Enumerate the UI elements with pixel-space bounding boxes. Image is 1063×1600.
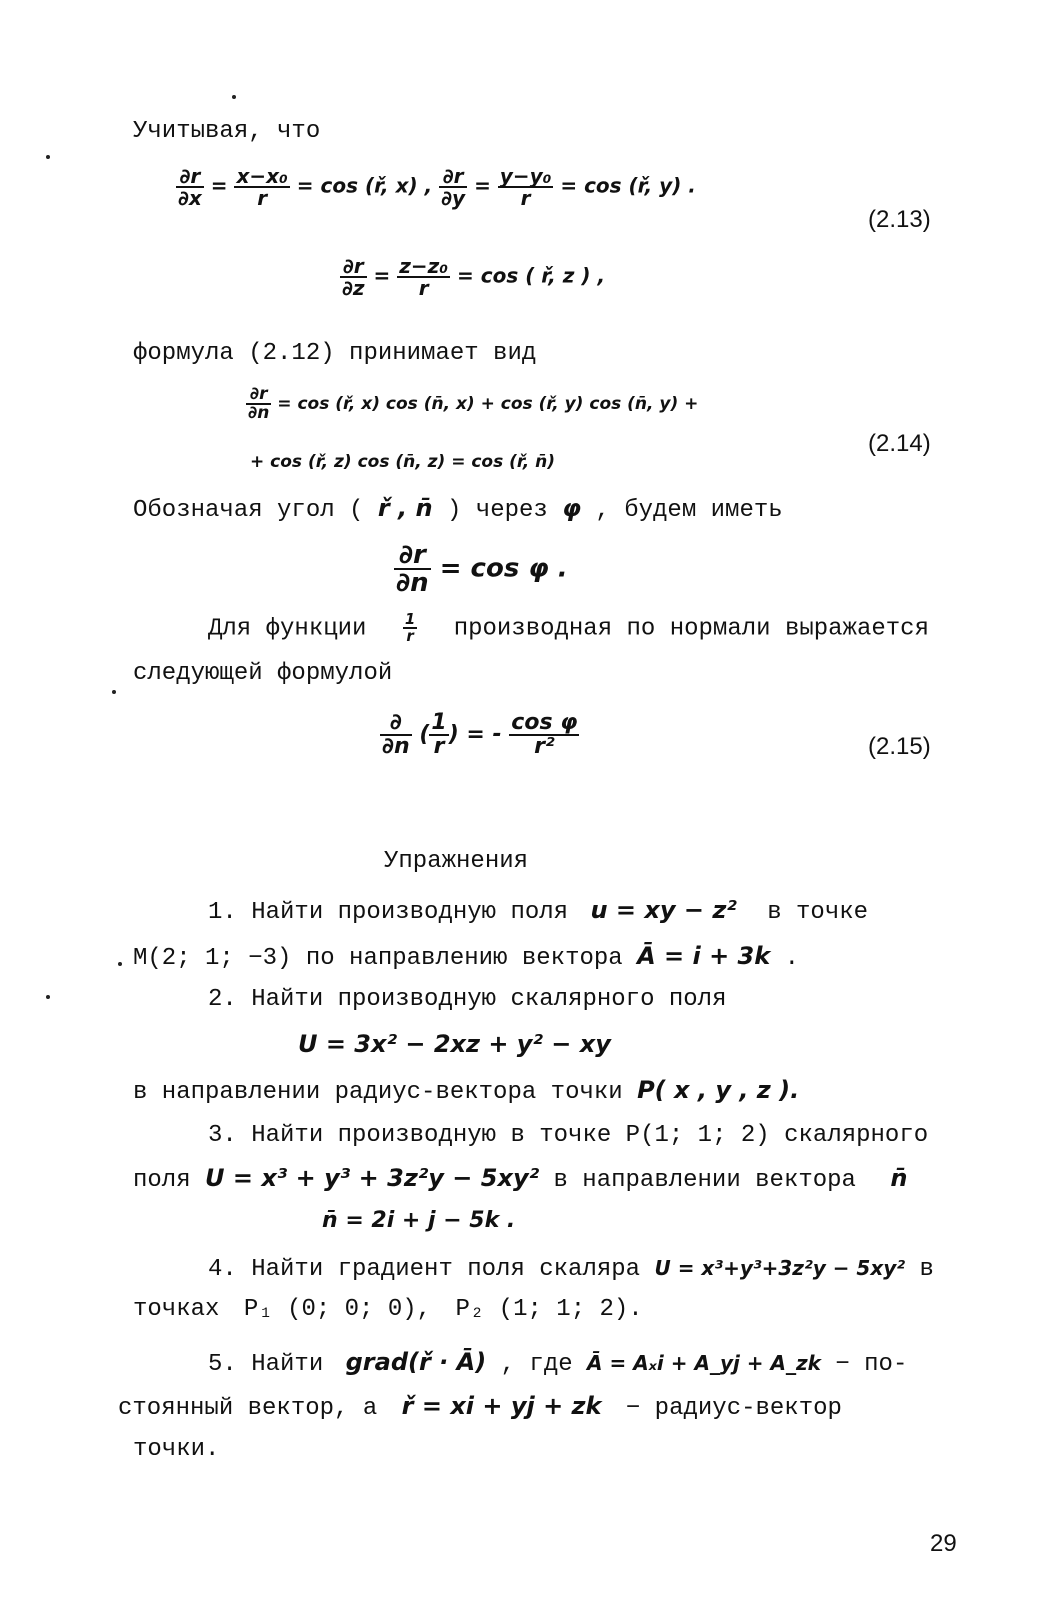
- frac-1-r: $\frac{1}{r}$: [404, 610, 416, 645]
- eq-cos-phi: $\frac{\partial r}{\partial n}$ = cos φ .: [396, 540, 568, 598]
- exercise-1-line2: M(2; 1; −3) по направлению вектора Ā = i + 3k .: [133, 942, 800, 972]
- exercise-4-line1: 4. Найти градиент поля скаляра U = x³+y³+3z²y − 5xy² в: [208, 1256, 934, 1283]
- exercise-2-line2: в направлении радиус-вектора точки P( x , y , z ).: [133, 1076, 800, 1106]
- section-title: Упражнения: [384, 848, 529, 875]
- eq-2-13-number: (2.13): [868, 206, 931, 233]
- frac-x-x0: $\frac{\text{x−x₀}}{r}$: [236, 164, 288, 210]
- frac-1-r-2: $\frac{1}{r}$: [431, 710, 447, 759]
- frac-z-z0: $\frac{\text{z−z₀}}{r}$: [399, 254, 449, 300]
- scan-speck: [112, 690, 116, 694]
- exercise-4-line2: точках P₁ (0; 0; 0), P₂ (1; 1; 2).: [133, 1296, 643, 1323]
- exercise-3-line1: 3. Найти производную в точке P(1; 1; 2) скалярного: [208, 1122, 929, 1149]
- exercise-2-line1: 2. Найти производную скалярного поля: [208, 986, 727, 1013]
- exercise-5-line3: точки.: [133, 1436, 220, 1463]
- scan-speck: [46, 155, 50, 159]
- function-line: Для функции $\frac{1}{r}$ производная по нормали выражается: [208, 610, 929, 645]
- eq-2-13-line1: $\frac{\partial r}{\partial x}$ = $\frac{\text{x−x₀}}{r}$ = cos (ř, x) , $\frac{\partial r}{\partial y}$ = $\frac{\text{y−y₀}}{r}$ = cos (ř, y) .: [178, 164, 696, 210]
- eq-2-15: ∂ ∂n ( $\frac{1}{r}$ ) = - $\frac{\text{cos φ}}{\text{r²}}$: [382, 710, 578, 759]
- exercise-5-line1: 5. Найти grad(ř · Ā) , где Ā = Aₓi + A_yj + A_zk − по-: [208, 1348, 908, 1378]
- formula-line: формула (2.12) принимает вид: [133, 340, 537, 367]
- page-number: 29: [930, 1530, 957, 1557]
- frac-dr-dy: $\frac{\partial r}{\partial y}$: [441, 164, 466, 210]
- exercise-5-line2: стоянный вектор, а ř = xi + yj + zk − радиус-вектор: [118, 1392, 842, 1422]
- frac-dr-dn-2: $\frac{\partial r}{\partial n}$: [396, 540, 429, 598]
- scan-speck: [232, 95, 236, 99]
- eq-2-14-line1: $\frac{\partial r}{\partial n}$ = cos (ř, x) cos (n̄, x) + cos (ř, y) cos (n̄, y) +: [248, 384, 699, 423]
- eq-2-13-line2: $\frac{\partial r}{\partial z}$ = $\frac{\text{z−z₀}}{r}$ = cos ( ř, z ) ,: [342, 254, 606, 300]
- exercise-3-vector: n̄ = 2i + j − 5k .: [322, 1208, 516, 1233]
- frac-cosphi-r2: $\frac{\text{cos φ}}{\text{r²}}$: [511, 710, 578, 759]
- eq-2-15-number: (2.15): [868, 733, 931, 760]
- intro-text: Учитывая, что: [133, 118, 321, 145]
- eq-2-14-line2: + cos (ř, z) cos (n̄, z) = cos (ř, n̄): [250, 452, 556, 472]
- function-line-2: следующей формулой: [133, 660, 393, 687]
- scan-speck: [118, 962, 122, 966]
- exercise-2-field: U = 3x² − 2xz + y² − xy: [298, 1030, 611, 1058]
- exercise-1-line1: 1. Найти производную поля u = xy − z² в точке: [208, 896, 869, 926]
- frac-dr-dx: $\frac{\partial r}{\partial x}$: [178, 164, 202, 210]
- angle-line: Обозначая угол ( ř , n̄ ) через φ , будем иметь: [133, 494, 783, 524]
- scan-speck: [46, 995, 50, 999]
- frac-dr-dz: $\frac{\partial r}{\partial z}$: [342, 254, 365, 300]
- exercise-3-line2: поля U = x³ + y³ + 3z²y − 5xy² в направлении вектора n̄: [133, 1164, 908, 1194]
- eq-2-14-number: (2.14): [868, 430, 931, 457]
- frac-dr-dn: $\frac{\partial r}{\partial n}$: [248, 384, 270, 423]
- frac-d-dn: ∂ ∂n: [382, 710, 410, 759]
- frac-y-y0: $\frac{\text{y−y₀}}{r}$: [499, 164, 552, 210]
